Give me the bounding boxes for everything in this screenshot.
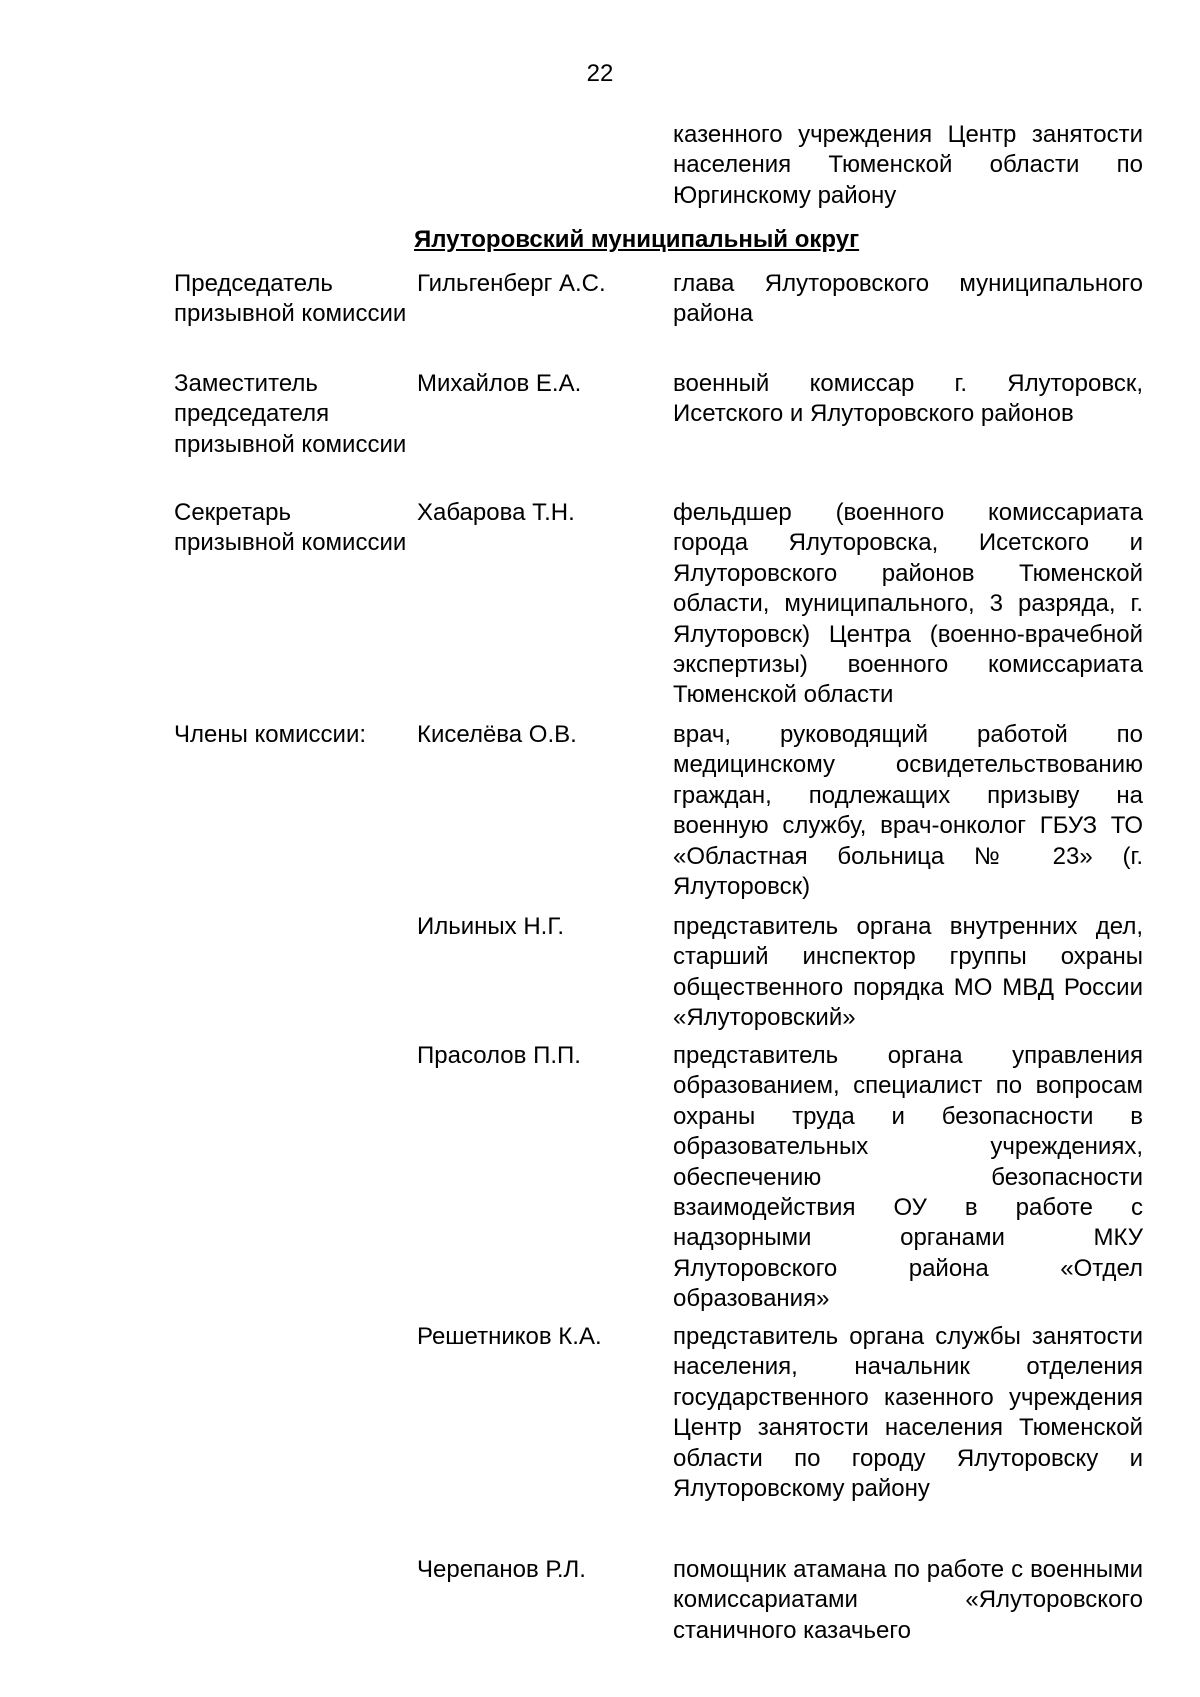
member-position: представитель органа службы занятости населения, начальник отделения государственного казенного учреждения Центр занятости населения Тюменской области по городу Ялуторовску и Ялуторовскому району (673, 1323, 1143, 1503)
page-number: 22 (586, 60, 614, 87)
continued-text: казенного учреждения Центр занятости населения Тюменской области по Юргинскому району (673, 121, 1143, 209)
section-heading: Ялуторовский муниципальный округ (414, 226, 860, 253)
role-secretary: Секретарь призывной комиссии (174, 499, 407, 557)
member-name: Прасолов П.П. (417, 1042, 581, 1069)
member-position: представитель органа управления образованием, специалист по вопросам охраны труда и безопасности в образовательных учреждениях, обеспечению безопасности взаимодействия ОУ в работе с надзорными органами МКУ Ялуторовского района «Отдел образования» (673, 1042, 1143, 1313)
member-position: помощник атамана по работе с военными комиссариатами «Ялуторовского станичного казачьего (673, 1556, 1143, 1644)
member-name: Ильиных Н.Г. (417, 913, 565, 940)
member-name: Гильгенберг А.С. (417, 270, 606, 297)
member-name: Михайлов Е.А. (417, 370, 582, 397)
role-members: Члены комиссии: (174, 721, 367, 748)
member-position: врач, руководящий работой по медицинскому освидетельствованию граждан, подлежащих призыву на военную службу, врач-онколог ГБУЗ ТО «Областная больница № 23» (г. Ялуторовск) (673, 721, 1143, 901)
member-name: Решетников К.А. (417, 1323, 602, 1350)
role-deputy: Заместитель председателя призывной комиссии (174, 370, 407, 458)
member-name: Киселёва О.В. (417, 721, 577, 748)
member-name: Хабарова Т.Н. (417, 499, 575, 526)
member-position: представитель органа внутренних дел, старший инспектор группы охраны общественного порядка МО МВД России «Ялуторовский» (673, 913, 1143, 1032)
member-position: военный комиссар г. Ялуторовск, Исетского и Ялуторовского районов (673, 370, 1143, 428)
member-name: Черепанов Р.Л. (417, 1556, 586, 1583)
member-position: фельдшер (военного комиссариата города Ялуторовска, Исетского и Ялуторовского районов Тюменской области, муниципального, 3 разряда, г. Ялуторовск) Центра (военно-врачебной экспертизы) военного комиссариата Тюменской области (673, 499, 1143, 709)
member-position: глава Ялуторовского муниципального района (673, 270, 1143, 328)
role-chairman: Председатель призывной комиссии (174, 270, 407, 328)
